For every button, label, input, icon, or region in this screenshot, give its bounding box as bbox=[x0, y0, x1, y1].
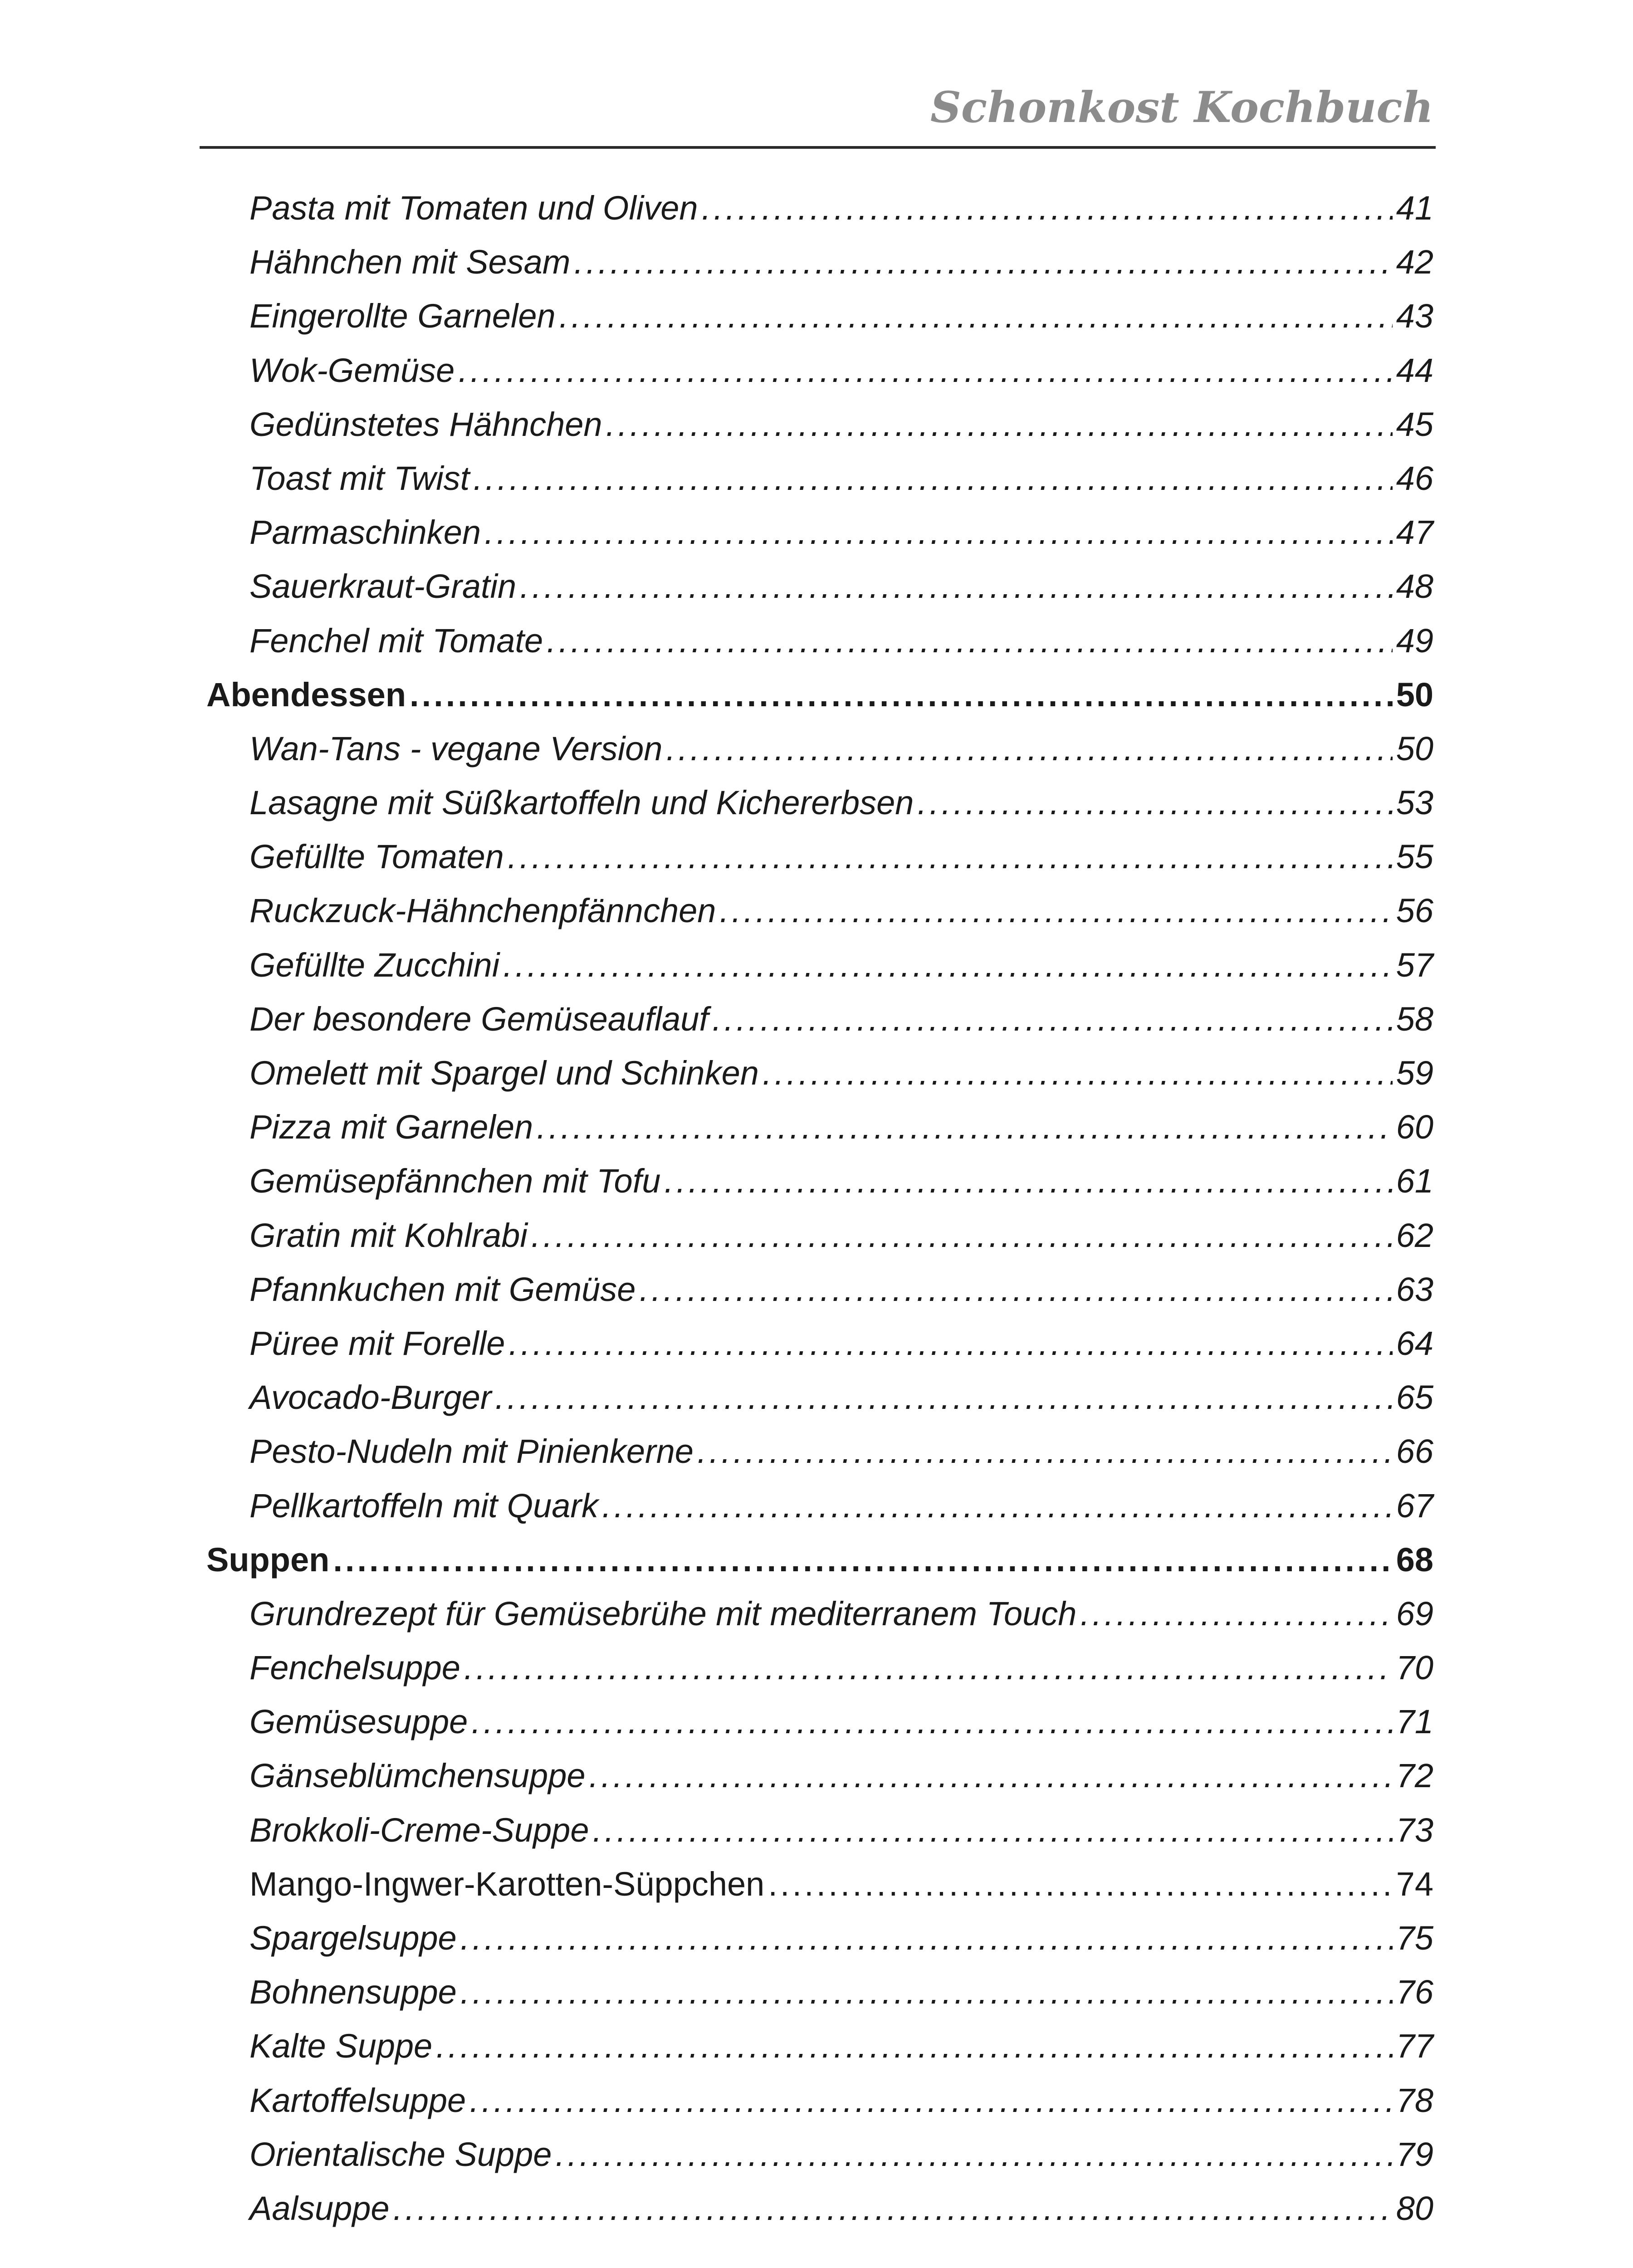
toc-entry-page-number: 44 bbox=[1396, 351, 1433, 389]
toc-entry[interactable] bbox=[206, 1811, 1433, 1865]
toc-entry-page-number: 76 bbox=[1396, 1973, 1433, 2011]
toc-entry[interactable] bbox=[206, 729, 1433, 783]
toc-entry-page-number: 59 bbox=[1396, 1054, 1433, 1092]
dot-leader bbox=[547, 621, 1393, 660]
toc-entry-title: Pesto-Nudeln mit Pinienkerne bbox=[249, 1432, 694, 1471]
toc-entry-title: Püree mit Forelle bbox=[249, 1324, 505, 1362]
toc-entry[interactable] bbox=[206, 1216, 1433, 1270]
toc-entry[interactable] bbox=[206, 1324, 1433, 1378]
toc-entry-title: Brokkoli-Creme-Suppe bbox=[249, 1811, 589, 1849]
toc-entry-title: Fenchel mit Tomate bbox=[249, 621, 543, 660]
toc-entry-title: Gedünstetes Hähnchen bbox=[249, 405, 602, 443]
toc-entry-title: Gemüsepfännchen mit Tofu bbox=[249, 1162, 661, 1200]
toc-entry[interactable] bbox=[206, 243, 1433, 297]
toc-entry[interactable] bbox=[206, 1919, 1433, 1973]
toc-entry-page-number: 79 bbox=[1396, 2135, 1433, 2173]
toc-entry-page-number: 47 bbox=[1396, 513, 1433, 552]
toc-entry-page-number: 74 bbox=[1396, 1865, 1433, 1903]
toc-entry-page-number: 66 bbox=[1396, 1432, 1433, 1471]
dot-leader bbox=[460, 1919, 1393, 1957]
toc-entry[interactable] bbox=[206, 1486, 1433, 1540]
toc-entry[interactable] bbox=[206, 2189, 1433, 2243]
toc-entry-page-number: 58 bbox=[1396, 1000, 1433, 1038]
dot-leader bbox=[464, 1648, 1393, 1687]
toc-entry-title: Gefüllte Tomaten bbox=[249, 838, 504, 876]
toc-entry-title: Lasagne mit Süßkartoffeln und Kichererbsen bbox=[249, 784, 914, 822]
toc-entry-title: Mango-Ingwer-Karotten-Süppchen bbox=[249, 1865, 765, 1903]
toc-entry-title: Bohnensuppe bbox=[249, 1973, 457, 2011]
toc-entry-title: Hähnchen mit Sesam bbox=[249, 243, 571, 281]
toc-entry[interactable] bbox=[206, 189, 1433, 243]
toc-entry-title: Spargelsuppe bbox=[249, 1919, 457, 1957]
toc-entry-page-number: 72 bbox=[1396, 1757, 1433, 1795]
toc-entry-title: Der besondere Gemüseauflauf bbox=[249, 1000, 709, 1038]
toc-entry-title: Wok-Gemüse bbox=[249, 351, 455, 389]
toc-section-entry[interactable] bbox=[206, 1540, 1433, 1594]
toc-entry-page-number: 48 bbox=[1396, 567, 1433, 606]
toc-entry[interactable] bbox=[206, 1108, 1433, 1162]
toc-entry-page-number: 70 bbox=[1396, 1649, 1433, 1687]
toc-entry-title: Pasta mit Tomaten und Oliven bbox=[249, 189, 698, 227]
dot-leader bbox=[768, 1865, 1392, 1903]
toc-entry-title: Omelett mit Spargel und Schinken bbox=[249, 1054, 759, 1092]
dot-leader bbox=[508, 837, 1393, 876]
toc-entry[interactable] bbox=[206, 351, 1433, 405]
toc-entry[interactable] bbox=[206, 783, 1433, 837]
toc-entry-title: Suppen bbox=[206, 1540, 330, 1579]
dot-leader bbox=[458, 351, 1392, 390]
toc-entry[interactable] bbox=[206, 1865, 1433, 1919]
dot-leader bbox=[589, 1756, 1393, 1795]
dot-leader bbox=[393, 2189, 1393, 2228]
dot-leader bbox=[410, 675, 1393, 714]
toc-entry-page-number: 56 bbox=[1396, 892, 1433, 930]
toc-entry[interactable] bbox=[206, 1270, 1433, 1324]
toc-entry-title: Kalte Suppe bbox=[249, 2027, 433, 2065]
toc-entry-title: Pizza mit Garnelen bbox=[249, 1108, 533, 1146]
toc-section-entry[interactable] bbox=[206, 675, 1433, 729]
toc-entry-title: Gratin mit Kohlrabi bbox=[249, 1216, 528, 1254]
dot-leader bbox=[537, 1108, 1393, 1146]
toc-entry-title: Kartoffelsuppe bbox=[249, 2081, 466, 2119]
toc-entry-page-number: 62 bbox=[1396, 1216, 1433, 1254]
toc-entry[interactable] bbox=[206, 1702, 1433, 1756]
toc-entry[interactable] bbox=[206, 1432, 1433, 1486]
toc-entry-page-number: 41 bbox=[1396, 189, 1433, 227]
dot-leader bbox=[508, 1324, 1392, 1363]
toc-entry[interactable] bbox=[206, 297, 1433, 351]
toc-entry-page-number: 57 bbox=[1396, 946, 1433, 984]
dot-leader bbox=[574, 243, 1392, 281]
toc-entry[interactable] bbox=[206, 2081, 1433, 2135]
dot-leader bbox=[333, 1540, 1392, 1579]
toc-entry-title: Eingerollte Garnelen bbox=[249, 297, 556, 335]
toc-entry[interactable] bbox=[206, 1000, 1433, 1054]
toc-entry-page-number: 50 bbox=[1396, 729, 1433, 767]
toc-entry-title: Parmaschinken bbox=[249, 513, 481, 552]
toc-entry-page-number: 69 bbox=[1396, 1594, 1433, 1633]
toc-entry[interactable] bbox=[206, 1162, 1433, 1216]
toc-entry-page-number: 68 bbox=[1396, 1540, 1433, 1579]
dot-leader bbox=[712, 1000, 1393, 1038]
toc-entry-title: Aalsuppe bbox=[249, 2189, 390, 2227]
toc-entry[interactable] bbox=[206, 1054, 1433, 1108]
toc-entry-page-number: 75 bbox=[1396, 1919, 1433, 1957]
dot-leader bbox=[473, 459, 1392, 498]
toc-entry-title: Ruckzuck-Hähnchenpfännchen bbox=[249, 892, 716, 930]
dot-leader bbox=[531, 1216, 1393, 1255]
toc-entry-page-number: 65 bbox=[1396, 1378, 1433, 1417]
toc-entry-title: Grundrezept für Gemüsebrühe mit mediterranem Touch bbox=[249, 1594, 1077, 1633]
toc-entry-title: Gänseblümchensuppe bbox=[249, 1757, 586, 1795]
toc-entry-page-number: 80 bbox=[1396, 2189, 1433, 2227]
table-of-contents bbox=[206, 189, 1433, 2243]
toc-entry[interactable] bbox=[206, 1973, 1433, 2027]
toc-entry[interactable] bbox=[206, 621, 1433, 675]
toc-entry-page-number: 42 bbox=[1396, 243, 1433, 281]
toc-entry[interactable] bbox=[206, 2135, 1433, 2189]
header-rule bbox=[200, 146, 1436, 149]
dot-leader bbox=[520, 567, 1393, 606]
toc-entry[interactable] bbox=[206, 513, 1433, 567]
toc-entry-page-number: 78 bbox=[1396, 2081, 1433, 2119]
toc-entry-page-number: 67 bbox=[1396, 1486, 1433, 1525]
toc-entry-page-number: 73 bbox=[1396, 1811, 1433, 1849]
dot-leader bbox=[460, 1973, 1393, 2011]
dot-leader bbox=[503, 946, 1393, 984]
toc-entry-title: Pellkartoffeln mit Quark bbox=[249, 1486, 599, 1525]
dot-leader bbox=[719, 891, 1392, 930]
dot-leader bbox=[639, 1270, 1392, 1309]
toc-entry-title: Wan-Tans - vegane Version bbox=[249, 729, 663, 767]
toc-entry-page-number: 43 bbox=[1396, 297, 1433, 335]
dot-leader bbox=[602, 1486, 1393, 1525]
toc-entry-page-number: 45 bbox=[1396, 405, 1433, 443]
toc-entry[interactable] bbox=[206, 891, 1433, 945]
toc-entry-page-number: 77 bbox=[1396, 2027, 1433, 2065]
running-header-title: Schonkost Kochbuch bbox=[930, 83, 1433, 132]
dot-leader bbox=[606, 405, 1393, 444]
dot-leader bbox=[436, 2027, 1392, 2065]
toc-entry-title: Gefüllte Zucchini bbox=[249, 946, 500, 984]
dot-leader bbox=[471, 1702, 1392, 1741]
toc-entry[interactable] bbox=[206, 405, 1433, 459]
toc-entry-page-number: 53 bbox=[1396, 784, 1433, 822]
toc-entry-page-number: 55 bbox=[1396, 838, 1433, 876]
toc-entry-title: Toast mit Twist bbox=[249, 459, 470, 497]
toc-entry[interactable] bbox=[206, 2027, 1433, 2081]
toc-entry-page-number: 63 bbox=[1396, 1270, 1433, 1308]
dot-leader bbox=[666, 729, 1392, 768]
toc-entry-page-number: 71 bbox=[1396, 1703, 1433, 1741]
toc-entry[interactable] bbox=[206, 1648, 1433, 1702]
toc-entry[interactable] bbox=[206, 1756, 1433, 1810]
toc-entry-title: Gemüsesuppe bbox=[249, 1703, 468, 1741]
toc-entry-title: Abendessen bbox=[206, 675, 406, 714]
toc-entry-title: Fenchelsuppe bbox=[249, 1649, 460, 1687]
toc-entry-title: Orientalische Suppe bbox=[249, 2135, 552, 2173]
toc-entry-page-number: 46 bbox=[1396, 459, 1433, 497]
dot-leader bbox=[559, 297, 1393, 335]
toc-entry[interactable] bbox=[206, 946, 1433, 1000]
toc-entry[interactable] bbox=[206, 459, 1433, 513]
toc-entry-title: Sauerkraut-Gratin bbox=[249, 567, 517, 606]
toc-entry-page-number: 60 bbox=[1396, 1108, 1433, 1146]
dot-leader bbox=[664, 1162, 1392, 1200]
dot-leader bbox=[763, 1054, 1393, 1092]
toc-entry[interactable] bbox=[206, 1594, 1433, 1648]
toc-entry-page-number: 61 bbox=[1396, 1162, 1433, 1200]
dot-leader bbox=[484, 513, 1393, 552]
toc-entry-page-number: 50 bbox=[1396, 675, 1433, 714]
dot-leader bbox=[697, 1432, 1393, 1471]
toc-entry-page-number: 49 bbox=[1396, 621, 1433, 660]
dot-leader bbox=[495, 1378, 1392, 1417]
toc-entry-page-number: 64 bbox=[1396, 1324, 1433, 1362]
toc-entry[interactable] bbox=[206, 1378, 1433, 1432]
dot-leader bbox=[1080, 1594, 1392, 1633]
toc-entry-title: Avocado-Burger bbox=[249, 1378, 492, 1417]
dot-leader bbox=[702, 189, 1393, 227]
dot-leader bbox=[469, 2081, 1392, 2120]
toc-entry-title: Pfannkuchen mit Gemüse bbox=[249, 1270, 636, 1308]
toc-entry[interactable] bbox=[206, 837, 1433, 891]
toc-entry[interactable] bbox=[206, 567, 1433, 621]
dot-leader bbox=[555, 2135, 1392, 2174]
dot-leader bbox=[917, 783, 1392, 822]
dot-leader bbox=[593, 1811, 1393, 1849]
